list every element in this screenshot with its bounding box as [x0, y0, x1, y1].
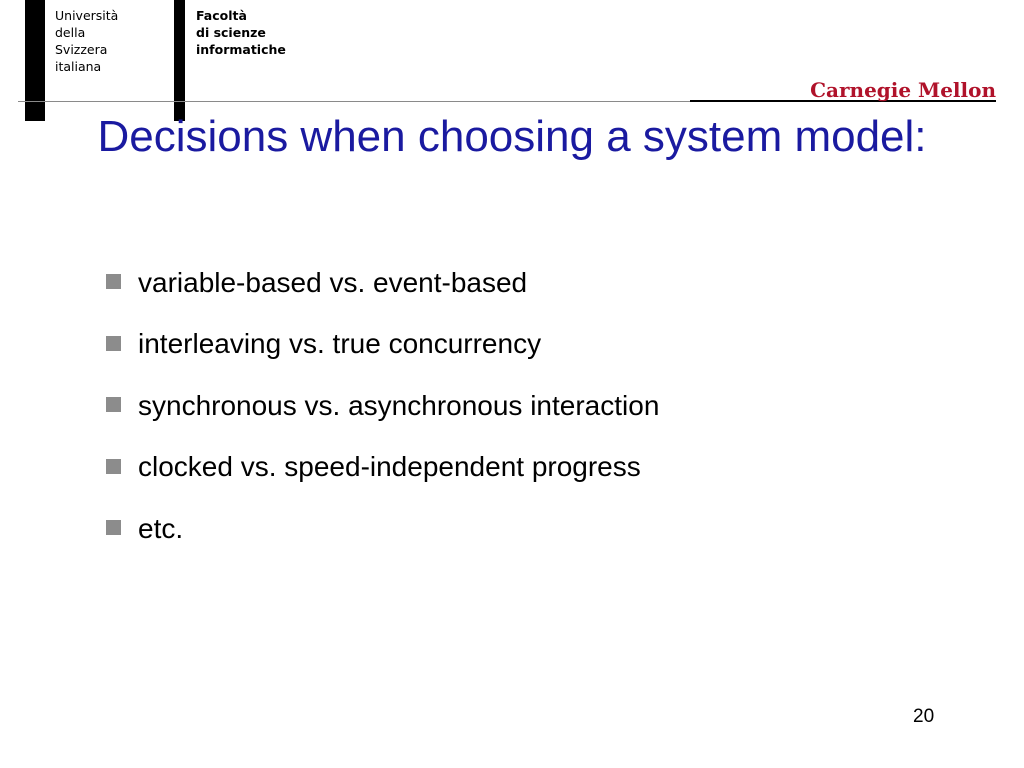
bullet-text: interleaving vs. true concurrency	[138, 328, 542, 360]
square-bullet-icon	[106, 274, 121, 289]
usi-logo-bar-middle	[174, 0, 185, 121]
bullet-list	[106, 252, 659, 560]
bullet-text: synchronous vs. asynchronous interaction	[138, 389, 660, 421]
square-bullet-icon	[106, 397, 121, 412]
square-bullet-icon	[106, 336, 121, 351]
bullet-text: clocked vs. speed-independent progress	[138, 451, 641, 483]
page-number: 20	[913, 706, 935, 727]
bullet-item	[106, 314, 659, 376]
bullet-item	[106, 437, 659, 499]
slide-title: Decisions when choosing a system model:	[97, 112, 927, 161]
bullet-text: etc.	[138, 512, 184, 544]
bullet-item	[106, 252, 659, 314]
square-bullet-icon	[106, 520, 121, 535]
usi-logo-text: Università della Svizzera italiana	[55, 8, 119, 74]
carnegie-mellon-logo: Carnegie Mellon	[810, 78, 996, 102]
faculty-logo-text: Facoltà di scienze informatiche	[196, 8, 286, 57]
bullet-item	[106, 375, 659, 437]
header-divider-left	[18, 101, 690, 102]
bullet-item	[106, 498, 659, 560]
usi-logo-bar-left	[25, 0, 45, 121]
square-bullet-icon	[106, 459, 121, 474]
bullet-text: variable-based vs. event-based	[138, 266, 528, 298]
